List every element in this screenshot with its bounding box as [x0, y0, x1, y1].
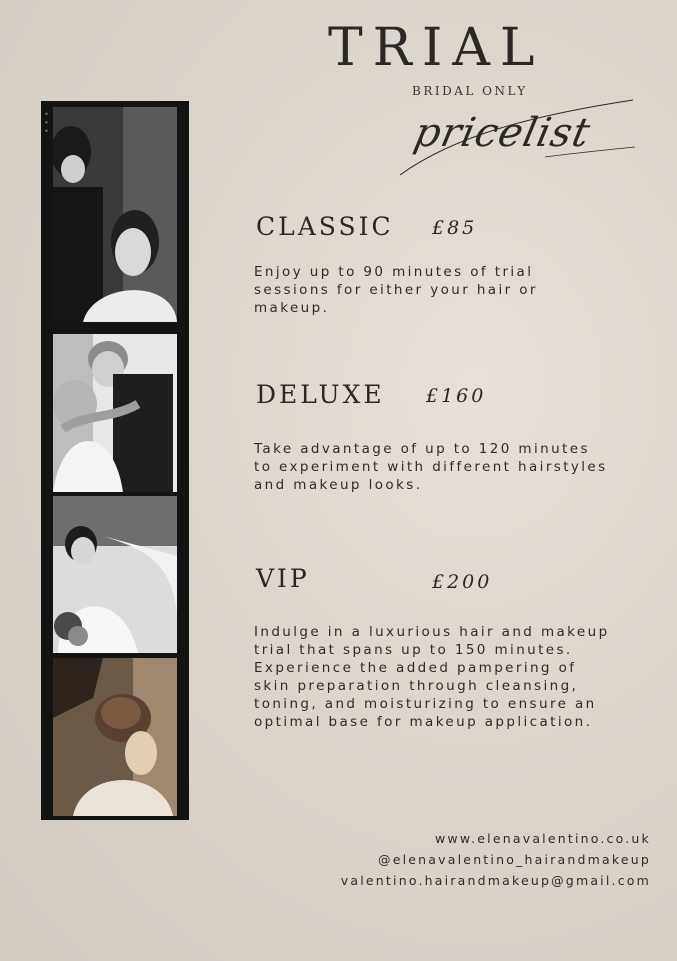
package-price-vip: £200	[432, 571, 493, 593]
package-name-deluxe: DELUXE	[256, 380, 385, 409]
film-edge-marking: ◂ ◂ ◂	[43, 111, 49, 135]
page-subtitle: BRIDAL ONLY	[412, 84, 528, 98]
social-handle[interactable]: @elenavalentino_hairandmakeup	[378, 852, 651, 867]
package-description-vip: Indulge in a luxurious hair and makeup trial that spans up to 150 minutes. Experience the added pampering of skin preparation through cleansing, toning, and moisturizing to ensure an optimal base for makeup application.	[254, 624, 610, 730]
bride-hugging-father-photo	[53, 334, 177, 492]
bride-with-veil-photo	[53, 496, 177, 653]
film-strip	[41, 101, 189, 820]
website-link[interactable]: www.elenavalentino.co.uk	[434, 831, 651, 846]
package-name-vip: VIP	[256, 564, 310, 593]
package-description-classic: Enjoy up to 90 minutes of trial sessions for either your hair or makeup.	[254, 264, 538, 316]
woman-with-stylist-photo	[53, 107, 177, 322]
package-price-deluxe: £160	[426, 385, 487, 407]
package-name-classic: CLASSIC	[256, 212, 394, 241]
email-link[interactable]: valentino.hairandmakeup@gmail.com	[340, 873, 651, 888]
hair-styling-photo	[53, 658, 177, 816]
package-price-classic: £85	[432, 217, 478, 239]
package-description-deluxe: Take advantage of up to 120 minutes to experiment with different hairstyles and makeup looks.	[254, 441, 608, 493]
script-title: pricelist	[410, 110, 595, 156]
page-title: TRIAL	[328, 18, 545, 78]
contact-info	[341, 828, 651, 891]
